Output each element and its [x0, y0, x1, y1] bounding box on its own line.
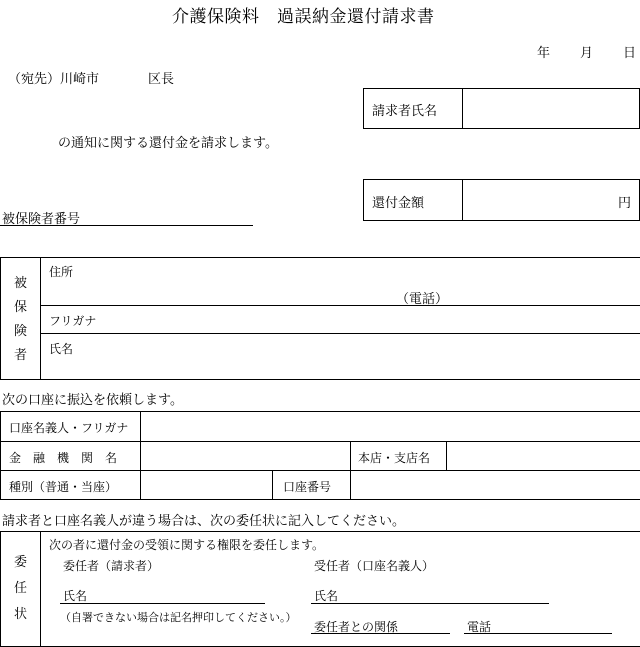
- claimant-name-label: 請求者氏名: [372, 104, 438, 119]
- proxy-phone-field[interactable]: [496, 616, 611, 632]
- delegator-name-label: 氏名: [63, 589, 88, 603]
- account-holder-label: 口座名義人・フリガナ: [9, 421, 129, 435]
- insured-furigana-label: フリガナ: [49, 314, 97, 328]
- insured-number-underline: [0, 225, 253, 226]
- seal-note: （自署できない場合は記名押印してください。）: [60, 611, 297, 624]
- delegatee-label: 受任者（口座名義人）: [314, 559, 435, 573]
- addressee-prefix: （宛先）川崎市: [8, 72, 100, 87]
- account-holder-field[interactable]: [142, 413, 638, 439]
- delegator-name-field[interactable]: [92, 585, 264, 602]
- refund-amount-field[interactable]: [464, 181, 614, 219]
- date-month-label: 月: [580, 46, 594, 61]
- delegatee-name-underline: [311, 603, 549, 604]
- refund-amount-label: 還付金額: [372, 196, 425, 211]
- proxy-note: 請求者と口座名義人が違う場合は、次の委任状に記入してください。: [2, 514, 406, 529]
- insured-address-label: 住所: [49, 265, 74, 279]
- insured-furigana-field[interactable]: [110, 307, 630, 331]
- delegatee-name-field[interactable]: [342, 585, 548, 602]
- delegator-label: 委任者（請求者）: [63, 559, 160, 573]
- date-year-label: 年: [537, 46, 551, 61]
- proxy-side-label: 委 任 状: [14, 555, 28, 622]
- branch-name-label: 本店・支店名: [358, 451, 431, 465]
- insured-number-label: 被保険者番号: [2, 212, 81, 227]
- account-type-label: 種別（普通・当座）: [9, 480, 118, 494]
- delegator-name-underline: [60, 603, 265, 604]
- proxy-intro: 次の者に還付金の受領に関する権限を委任します。: [49, 538, 325, 552]
- date-day-label: 日: [623, 46, 637, 61]
- insured-name-label: 氏名: [49, 342, 74, 356]
- insured-name-field[interactable]: [90, 336, 630, 378]
- account-number-label: 口座番号: [283, 480, 332, 494]
- account-type-field[interactable]: [142, 472, 270, 498]
- branch-name-field[interactable]: [448, 443, 638, 468]
- yen-unit: 円: [618, 196, 632, 211]
- account-number-field[interactable]: [352, 472, 638, 498]
- institution-name-field[interactable]: [142, 443, 348, 468]
- transfer-request-text: 次の口座に振込を依頼します。: [2, 393, 183, 408]
- relation-field[interactable]: [408, 616, 449, 632]
- insured-phone-label: （電話）: [396, 292, 449, 307]
- proxy-phone-label: 電話: [467, 620, 492, 634]
- institution-name-label: 金 融 機 関 名: [9, 451, 118, 465]
- insured-side-label: 被 保 険 者: [14, 276, 28, 363]
- notice-text: の通知に関する還付金を請求します。: [58, 136, 278, 151]
- claimant-name-field[interactable]: [464, 90, 638, 127]
- proxy-phone-underline: [464, 633, 612, 634]
- relation-label: 委任者との関係: [314, 620, 399, 634]
- insured-address-field[interactable]: [90, 260, 390, 302]
- addressee-suffix: 区長: [148, 72, 175, 87]
- delegatee-name-label: 氏名: [314, 589, 339, 603]
- form-title: 介護保険料 過誤納金還付請求書: [172, 7, 435, 27]
- relation-underline: [311, 633, 450, 634]
- insured-number-field[interactable]: [92, 206, 252, 224]
